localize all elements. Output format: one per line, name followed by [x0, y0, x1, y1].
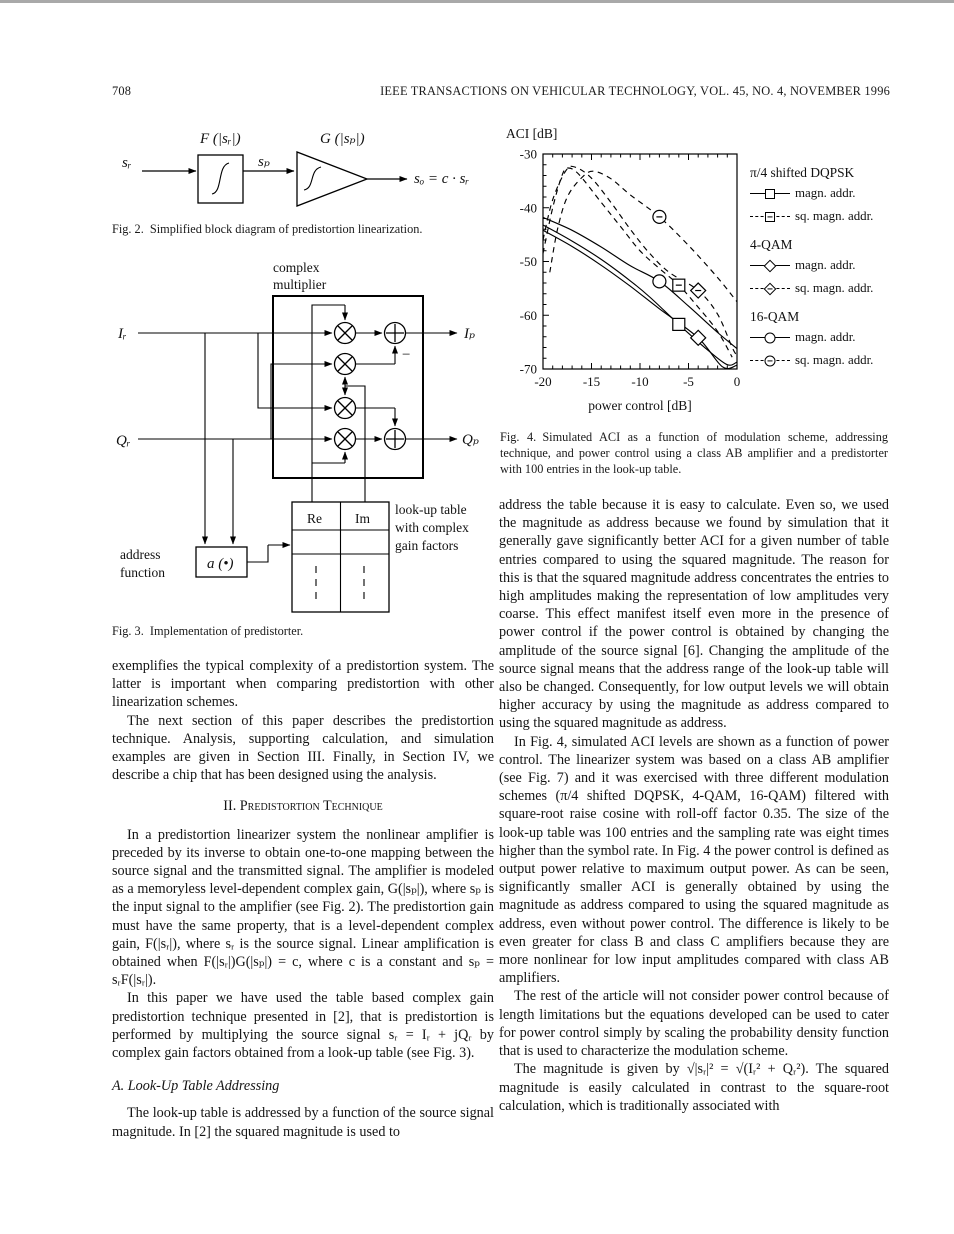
predistorter-curve-glyph: [212, 163, 229, 194]
y-tick-label: -50: [519, 254, 537, 269]
x-tick-label: -15: [582, 374, 601, 389]
page-number: 708: [112, 84, 132, 98]
legend-inner-dash: [768, 216, 773, 217]
legend-entry: [750, 182, 890, 205]
chart-curve: [543, 166, 737, 355]
legend-group-title: π/4 shifted DQPSK: [750, 165, 855, 180]
paragraph: The rest of the article will not consider power control because of length limitations but the equations developed can be used to cater for power control simply by scaling the probability density function that is used to characterize the modulation scheme.: [499, 988, 889, 1060]
legend-entry-label: sq. magn. addr.: [795, 281, 874, 295]
y-tick-label: -70: [519, 361, 537, 377]
section-heading-predistortion-technique: II. Predistortion Technique: [223, 798, 383, 815]
y-tick-label: -40: [519, 200, 537, 216]
subsection-heading-lookup-table-addressing: A. Look-Up Table Addressing: [112, 1078, 280, 1095]
paragraph: The magnitude is given by √|sᵣ|² = √(Iᵣ² + Qᵣ²). The squared magnitude is easily calculated in contrast to the square-root calculation, which is traditionally associated with: [499, 1061, 889, 1114]
ip-output-label: Iₚ: [464, 326, 475, 342]
adder-symbols: [385, 323, 406, 450]
paragraph: The look-up table is addressed by a function of the source signal magnitude. In [2] the squared magnitude is used to: [112, 1105, 494, 1140]
chart-curve: [550, 171, 737, 302]
amplifier-curve-glyph: [304, 167, 321, 190]
figure-4-caption: Fig. 4. Simulated ACI as a function of modulation scheme, addressing technique, and power control using a class AB amplifier and a predistorter with 100 entries in the look-up table.: [500, 430, 888, 476]
y-axis-title: ACI [dB]: [506, 126, 558, 141]
fig3-svg: [108, 258, 498, 620]
figure-4-chart: [498, 124, 890, 426]
x-tick-label: -20: [534, 374, 552, 389]
figure-3-caption: Fig. 3. Implementation of predistorter.: [112, 624, 304, 638]
x-tick-label: 0: [733, 374, 741, 389]
left-text-column: [112, 657, 494, 1141]
complex-multiplier-label-2: multiplier: [273, 277, 327, 292]
legend-group-title: 16-QAM: [750, 309, 800, 324]
legend-entry: [750, 349, 890, 372]
figure-2-caption: Fig. 2. Simplified block diagram of predistortion linearization.: [112, 222, 423, 236]
qr-to-mult2-wire: [271, 364, 332, 439]
right-text-column: [499, 496, 889, 1115]
y-tick-label: -30: [519, 146, 537, 162]
lut-label-3: gain factors: [395, 538, 459, 553]
lut-im-header: Im: [355, 511, 370, 526]
legend-entry-label: magn. addr.: [795, 258, 856, 272]
paragraph: exemplifies the typical complexity of a predistortion system. The latter is important when comparing predistortion with other linearization schemes.: [112, 658, 494, 711]
lut-label-1: look-up table: [395, 502, 467, 517]
legend-group-title: 4-QAM: [750, 237, 793, 252]
legend-entry: [750, 277, 890, 300]
dashed-circle-legend-sample: [750, 353, 790, 369]
aci-chart-svg: [498, 124, 750, 426]
paragraph: The next section of this paper describes the predistortion technique. Analysis, supporting calculation, and simulation examples are given in Section III. Finally, in Section IV, we describe a chip that has been designed using the analysis.: [112, 712, 494, 784]
x-axis-title: power control [dB]: [588, 398, 692, 413]
legend-inner-dash: [768, 288, 773, 289]
circle-marker: [653, 275, 666, 288]
dashed-square-legend-sample: [750, 209, 790, 225]
ir-to-mult3-wire: [258, 333, 332, 408]
address-function-label-1: address: [120, 547, 161, 562]
chart-plot-area: [520, 147, 741, 390]
f-block-label: F (|sᵣ|): [200, 131, 241, 147]
x-tick-label: -10: [631, 374, 649, 389]
legend-entry: [750, 254, 890, 277]
paragraph: In Fig. 4, simulated ACI levels are shown as a function of power control. The linearizer system was based on a class AB amplifier (see Fig. 7) and it was exercised with three different modulation schemes (π/4 shifted DQPSK, 4-QAM, 16-QAM) filtered with square-root raise cosine with roll-off factor 0.35. The size of the look-up table was 100 entries and the sampling rate was eight times higher than the symbol rate. In Fig. 4 the power control is defined as output power relative to maximum output power. As can be seen, significantly smaller ACI is generally obtained by using the magnitude as address compared to using the squared magnitude as address, even without power control. The difference is likely to be even greater for class B and class C amplifiers because they are more nonlinear for low input amplitudes compared with class AB amplifiers.: [499, 733, 889, 987]
scan-edge-artifact: [0, 0, 954, 3]
qp-output-label: Qₚ: [462, 432, 479, 448]
legend-entry-label: sq. magn. addr.: [795, 353, 874, 367]
square-marker-icon: [765, 189, 775, 199]
ir-input-label: Iᵣ: [118, 326, 127, 342]
figure-3-predistorter: [108, 258, 498, 620]
output-signal-label: sₒ = c · sᵣ: [414, 171, 470, 187]
minus-sign: −: [402, 347, 411, 363]
x-tick-label: -5: [683, 374, 694, 389]
qr-input-label: Qᵣ: [116, 433, 131, 449]
address-out-wire: [247, 545, 268, 562]
amplifier-triangle: [297, 152, 367, 206]
address-function-symbol: a (•): [207, 556, 234, 572]
circle-marker-icon: [765, 332, 776, 343]
journal-header: IEEE TRANSACTIONS ON VEHICULAR TECHNOLOGY, VOL. 45, NO. 4, NOVEMBER 1996: [380, 84, 890, 98]
diamond-marker-icon: [764, 259, 777, 272]
input-signal-label: sᵣ: [122, 155, 132, 171]
figure-2-block-diagram: [108, 126, 498, 222]
solid-square-legend-sample: [750, 186, 790, 202]
paragraph: address the table because it is easy to calculate. Even so, we used the magnitude as address because we found by simulation that it generally gave significantly better ACI for a given number of table entries compared to using the squared magnitude. The reason for this is that the squared magnitude address concentrates the entries to high amplitudes making the representation of low amplitudes very coarse. This effect manifest itself even more in the presence of power control if the power control is obtained by changing the amplitude of the source signal [6]. Changing the amplitude of the source signal means that the address range of the look-up table will also be changed. Consequently, for low output levels we will obtain higher accuracy by using the magnitude as address compared to using the squared magnitude as address.: [499, 497, 889, 732]
solid-circle-legend-sample: [750, 330, 790, 346]
legend-entry-label: magn. addr.: [795, 330, 856, 344]
square-marker: [673, 318, 685, 330]
dashed-diamond-legend-sample: [750, 281, 790, 297]
paragraph: In a predistortion linearizer system the nonlinear amplifier is preceded by its inverse to obtain one-to-one mapping between the source signal and the transmitted signal. The amplifier is modeled as a memoryless level-dependent complex gain, G(|sₚ|), where sₚ is the input signal to the amplifier (see Fig. 2). The predistortion gain must have the same property, that is a level-dependent complex gain, F(|sᵣ|), where sᵣ is the source signal. Linear amplification is obtained when F(|sᵣ|)G(|sₚ|) = c, where c is a constant and sₚ = sᵣF(|sᵣ|).: [112, 826, 494, 989]
legend-entry-label: magn. addr.: [795, 186, 856, 200]
mid-signal-label: sₚ: [258, 154, 270, 170]
legend-entry-label: sq. magn. addr.: [795, 209, 874, 223]
g-block-label: G (|sₚ|): [320, 131, 365, 147]
address-function-label-2: function: [120, 565, 165, 580]
axes-frame: [543, 154, 737, 369]
paragraph: In this paper we have used the table based complex gain predistortion technique presented in [2], that is predistortion is performed by multiplying the source signal sᵣ = Iᵣ + jQᵣ by complex gain factors obtained from a look-up table (see Fig. 3).: [112, 990, 494, 1062]
legend-entry: [750, 326, 890, 349]
complex-multiplier-label-1: complex: [273, 260, 320, 275]
legend-entry: [750, 205, 890, 228]
lut-re-header: Re: [307, 511, 322, 526]
y-tick-label: -60: [519, 307, 537, 323]
solid-diamond-legend-sample: [750, 258, 790, 274]
lut-label-2: with complex: [395, 520, 469, 535]
fig2-svg: [108, 126, 498, 222]
chart-curve: [543, 217, 737, 348]
chart-legend: [750, 156, 890, 372]
legend-inner-dash: [768, 360, 773, 361]
